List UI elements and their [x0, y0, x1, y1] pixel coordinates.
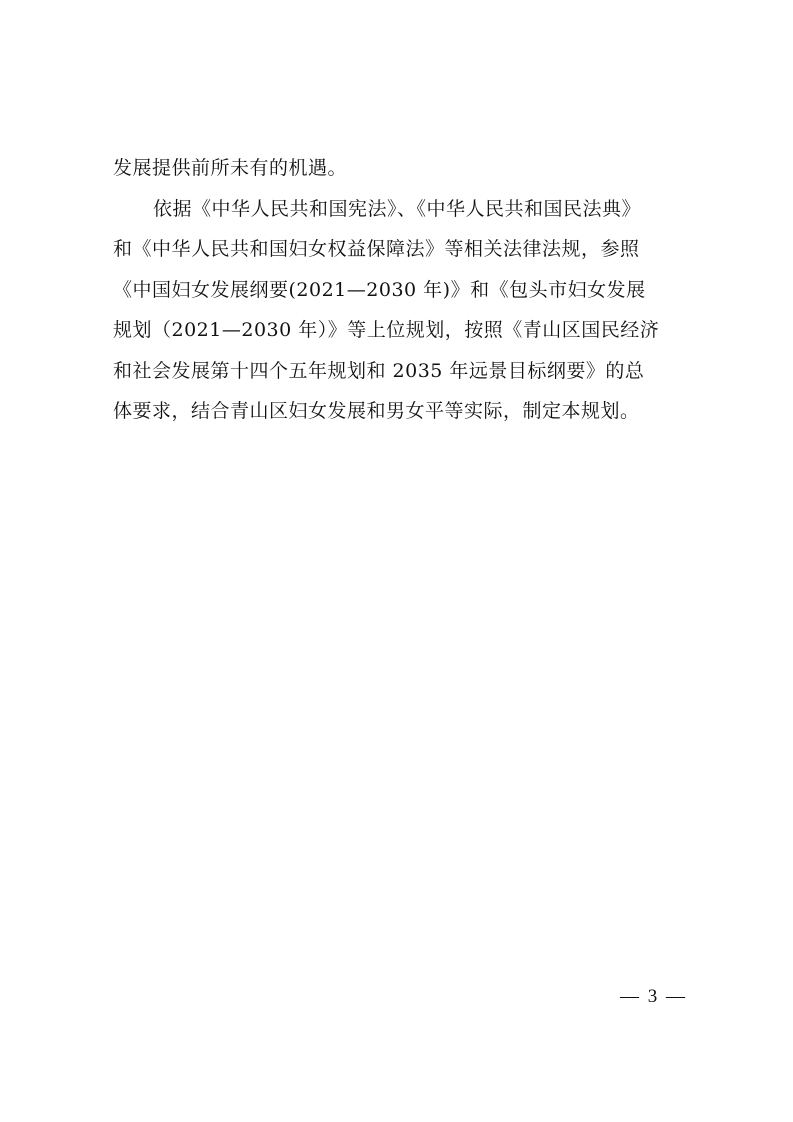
text-line: 《中国妇女发展纲要(2021—2030 年)》和《包头市妇女发展 — [113, 278, 646, 301]
text-line: 规划（2021—2030 年）》等上位规划，按照《青山区国民经济 — [113, 319, 660, 341]
text-line: 和社会发展第十四个五年规划和 2035 年远景目标纲要》的总 — [113, 359, 645, 382]
text-line: 体要求，结合青山区妇女发展和男女平等实际，制定本规划。 — [113, 400, 640, 422]
paragraph-first-line: 依据《中华人民共和国宪法》、《中华人民共和国民法典》 — [153, 197, 642, 220]
text-line: 发展提供前所未有的机遇。 — [113, 157, 348, 179]
document-body — [113, 148, 683, 432]
text-line: 和《中华人民共和国妇女权益保障法》等相关法律法规，参照 — [113, 238, 640, 260]
page-number: — 3 — — [620, 986, 687, 1007]
